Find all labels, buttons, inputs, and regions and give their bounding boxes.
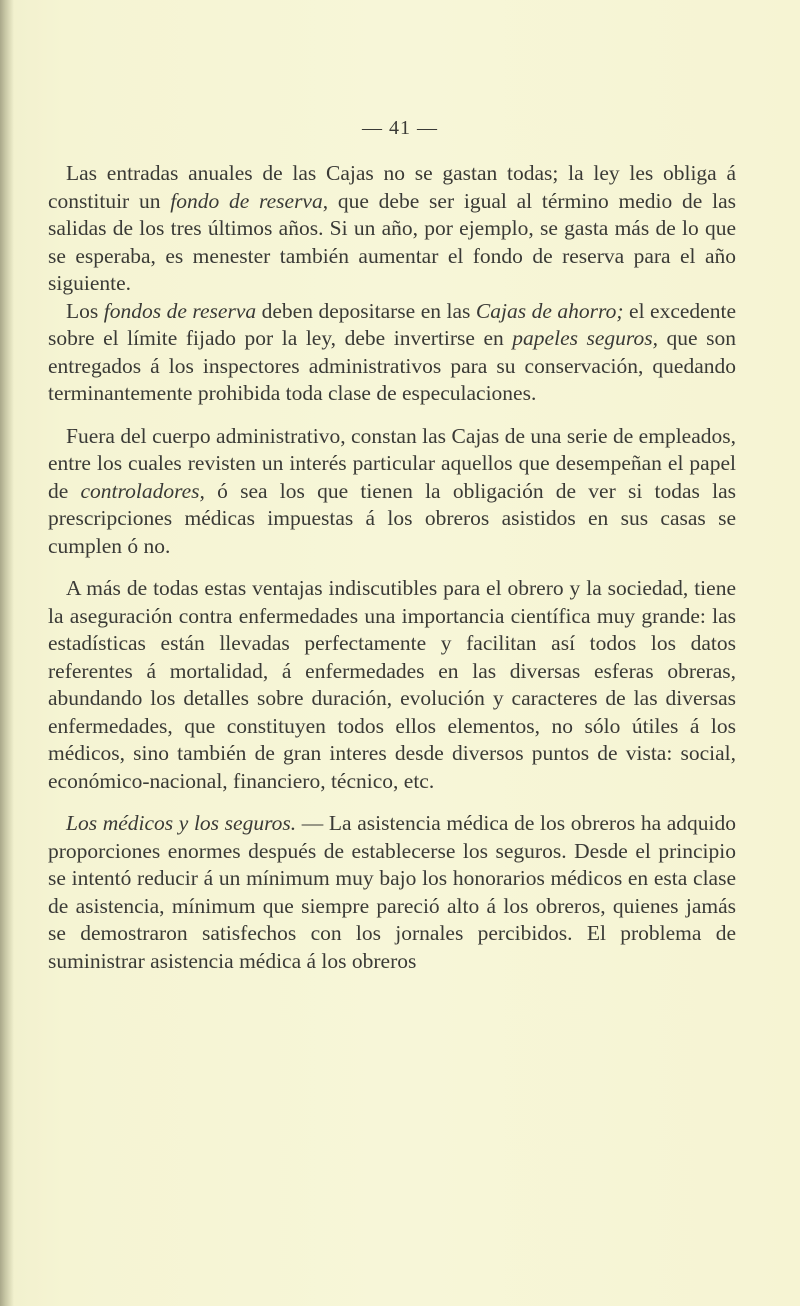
page-number: — 41 —: [362, 117, 438, 139]
paragraph-4: [48, 575, 736, 795]
text-run: Fuera del cuerpo administrativo, constan las Cajas de una serie de empleados, entre los cuales revisten un interés particular aquellos que desempeñan el papel de: [48, 423, 736, 503]
paragraph-3: [48, 423, 736, 561]
italic-term: fondo de reserva: [170, 188, 323, 213]
text-run: el excedente sobre el límite fijado por la ley, debe invertirse en: [48, 298, 736, 350]
paragraph-1: [48, 160, 736, 298]
body-text: [48, 160, 736, 975]
section-heading: Los médicos y los seguros.: [66, 811, 297, 835]
italic-term: papeles seguros,: [512, 326, 658, 350]
page-binding-shadow: [0, 0, 14, 1306]
text-run: A más de todas estas ventajas indiscutibles para el obrero y la sociedad, tiene la aseguración contra enfermedades una importancia científica muy grande: las estadísticas están llevadas perfectamente y facilitan así todos los datos referentes á mortalidad, á enfermedades en las diversas esferas obreras, abundando los detalles sobre duración, evolución y caracteres de las diversas enfermedades, que constituyen todos ellos elementos, no sólo útiles á los médicos, sino también de gran interes desde diversos puntos de vista: social, económico-nacional, financiero, técnico, etc.: [48, 576, 736, 793]
italic-term: fondos de reserva: [103, 298, 257, 323]
text-run: Los: [66, 298, 104, 323]
italic-term: Cajas de ahorro;: [475, 298, 624, 323]
paragraph-5: [48, 810, 736, 975]
text-run: deben depositarse en las: [256, 298, 476, 323]
italic-term: controladores,: [80, 478, 205, 503]
text-run: ó sea los que tienen la obligación de ver si todas las prescripciones médicas impuestas á los obreros asistidos en sus casas se cumplen ó no.: [48, 478, 736, 558]
text-run: Las entradas anuales de las Cajas no se gastan todas; la ley les obliga á constituir un: [48, 161, 736, 213]
text-run: que son entregados á los inspectores administrativos para su conservación, quedando terminantemente prohibida toda clase de especulaciones.: [48, 326, 736, 405]
text-run: — La asistencia médica de los obreros ha adquido proporciones enormes después de establecerse los seguros. Desde el principio se intentó reducir á un mínimum muy bajo los honorarios médicos en esta clase de asistencia, mínimum que siempre pareció alto á los obreros, quienes jamás se demostraron satisfechos con los jornales percibidos. El problema de suministrar asistencia médica á los obreros: [48, 811, 737, 973]
text-run: , que debe ser igual al término medio de las salidas de los tres últimos años. Si un año, por ejemplo, se gasta más de lo que se esperaba, es menester también aumentar el fondo de reserva para el año siguiente.: [48, 188, 736, 295]
paragraph-2: [48, 298, 736, 408]
